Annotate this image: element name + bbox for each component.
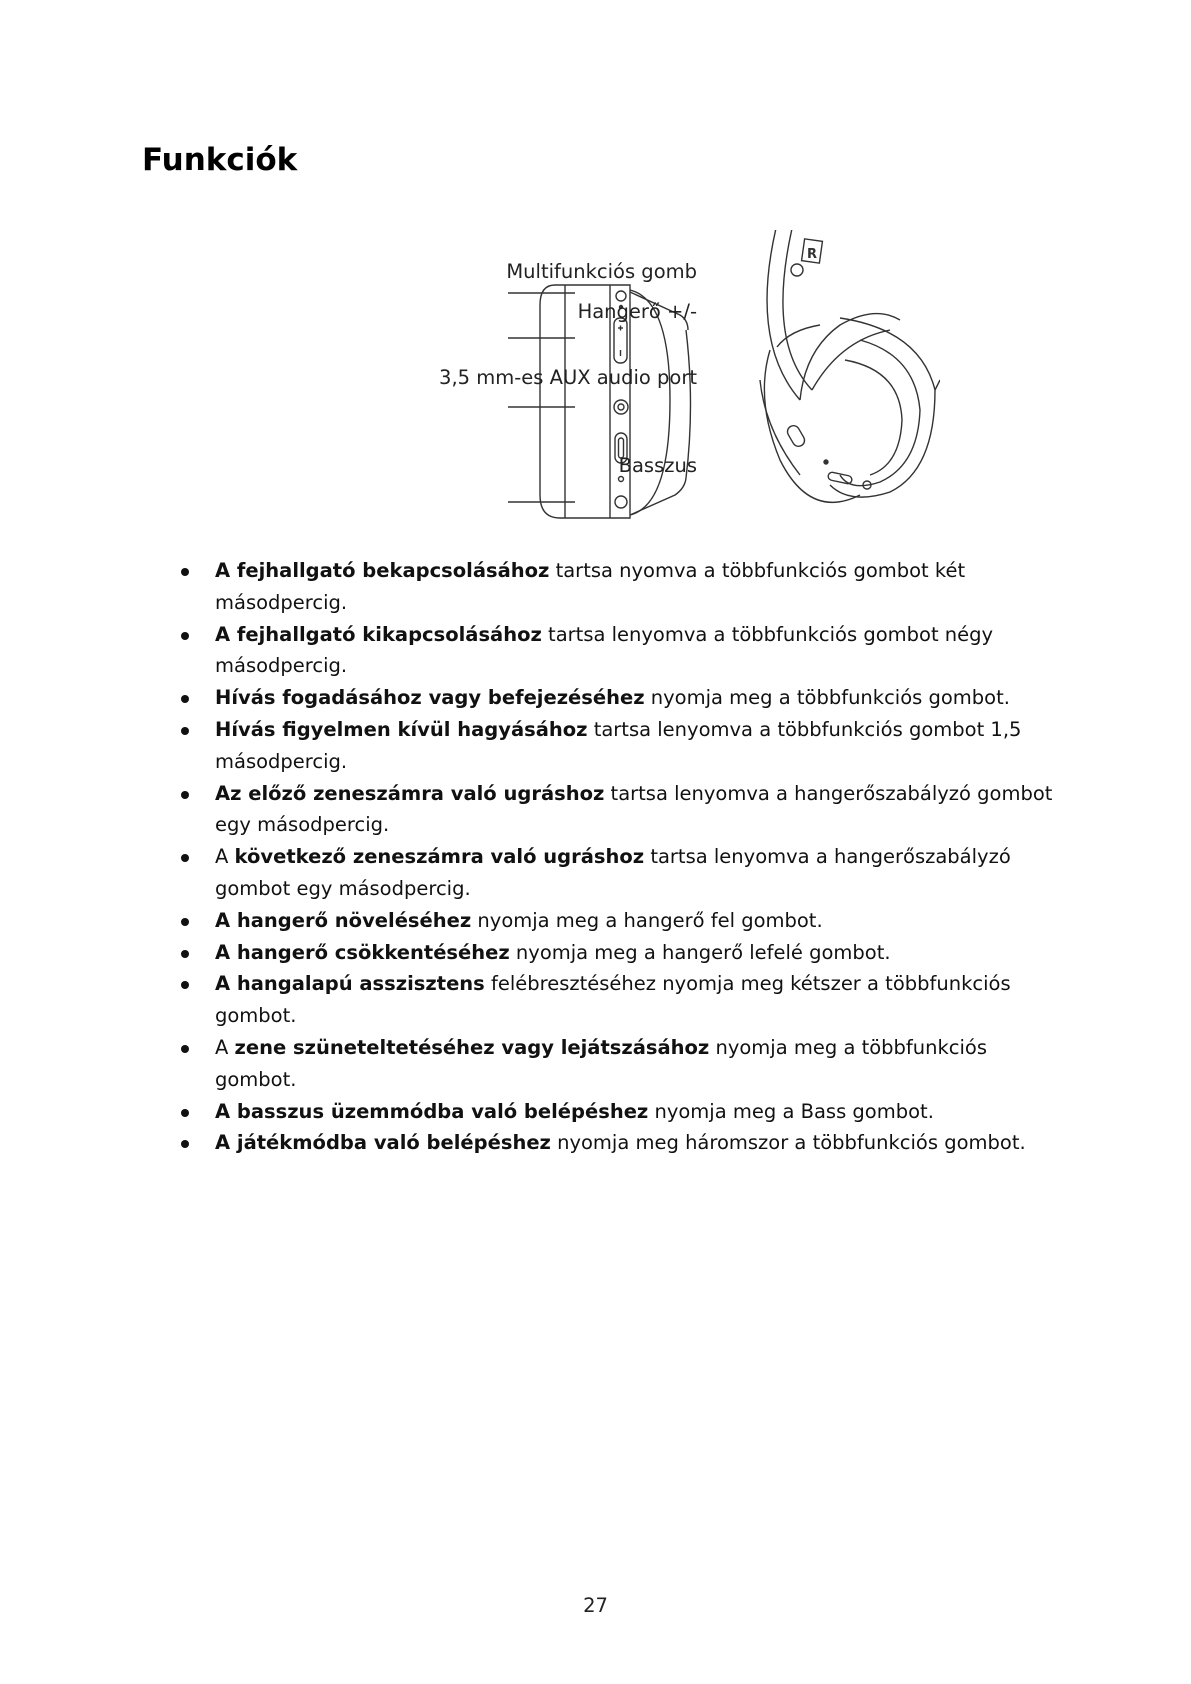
volume-rocker-shape [614,318,627,363]
list-item: A hangerő csökkentéséhez nyomja meg a hangerő lefelé gombot. [173,937,1073,969]
bass-button-shape [615,496,627,508]
list-item: A fejhallgató bekapcsolásához tartsa nyomva a többfunkciós gombot két másodpercig. [173,555,1073,619]
list-item: Az előző zeneszámra való ugráshoz tartsa lenyomva a hangerőszabályzó gombot egy másodpercig. [173,778,1073,842]
list-item: A zene szüneteltetéséhez vagy lejátszásához nyomja meg a többfunkciós gombot. [173,1032,1073,1096]
bullet-icon [181,1140,189,1148]
bullet-icon [181,1109,189,1117]
bullet-icon [181,791,189,799]
feature-list [173,555,1073,1159]
aux-port-shape [614,400,628,414]
bullet-icon [181,695,189,703]
bullet-icon [181,632,189,640]
callout-volume: Hangerő +/- [577,300,697,323]
page-number: 27 [583,1594,608,1617]
list-item: A basszus üzemmódba való belépéshez nyomja meg a Bass gombot. [173,1096,1073,1128]
bullet-icon [181,1045,189,1053]
list-item: Hívás fogadásához vagy befejezéséhez nyomja meg a többfunkciós gombot. [173,682,1073,714]
list-item: A játékmódba való belépéshez nyomja meg háromszor a többfunkciós gombot. [173,1127,1073,1159]
bullet-icon [181,918,189,926]
list-item: A hangerő növeléséhez nyomja meg a hangerő fel gombot. [173,905,1073,937]
bullet-icon [181,727,189,735]
callout-aux-port: 3,5 mm-es AUX audio port [439,366,697,389]
callout-multifunction-button: Multifunkciós gomb [506,260,697,283]
list-item: A fejhallgató kikapcsolásához tartsa lenyomva a többfunkciós gombot négy másodpercig. [173,619,1073,683]
bullet-icon [181,981,189,989]
headphone-angled-view [760,230,940,502]
list-item: A következő zeneszámra való ugráshoz tartsa lenyomva a hangerőszabályzó gombot egy másodpercig. [173,841,1073,905]
svg-text:R: R [807,247,818,262]
callout-bass: Basszus [618,454,697,477]
bullet-icon [181,568,189,576]
bullet-icon [181,950,189,958]
list-item: A hangalapú asszisztens felébresztéséhez nyomja meg kétszer a többfunkciós gombot. [173,968,1073,1032]
page-title: Funkciók [142,142,298,178]
bullet-icon [181,854,189,862]
headphone-diagram [200,230,940,540]
list-item: Hívás figyelmen kívül hagyásához tartsa lenyomva a többfunkciós gombot 1,5 másodpercig. [173,714,1073,778]
